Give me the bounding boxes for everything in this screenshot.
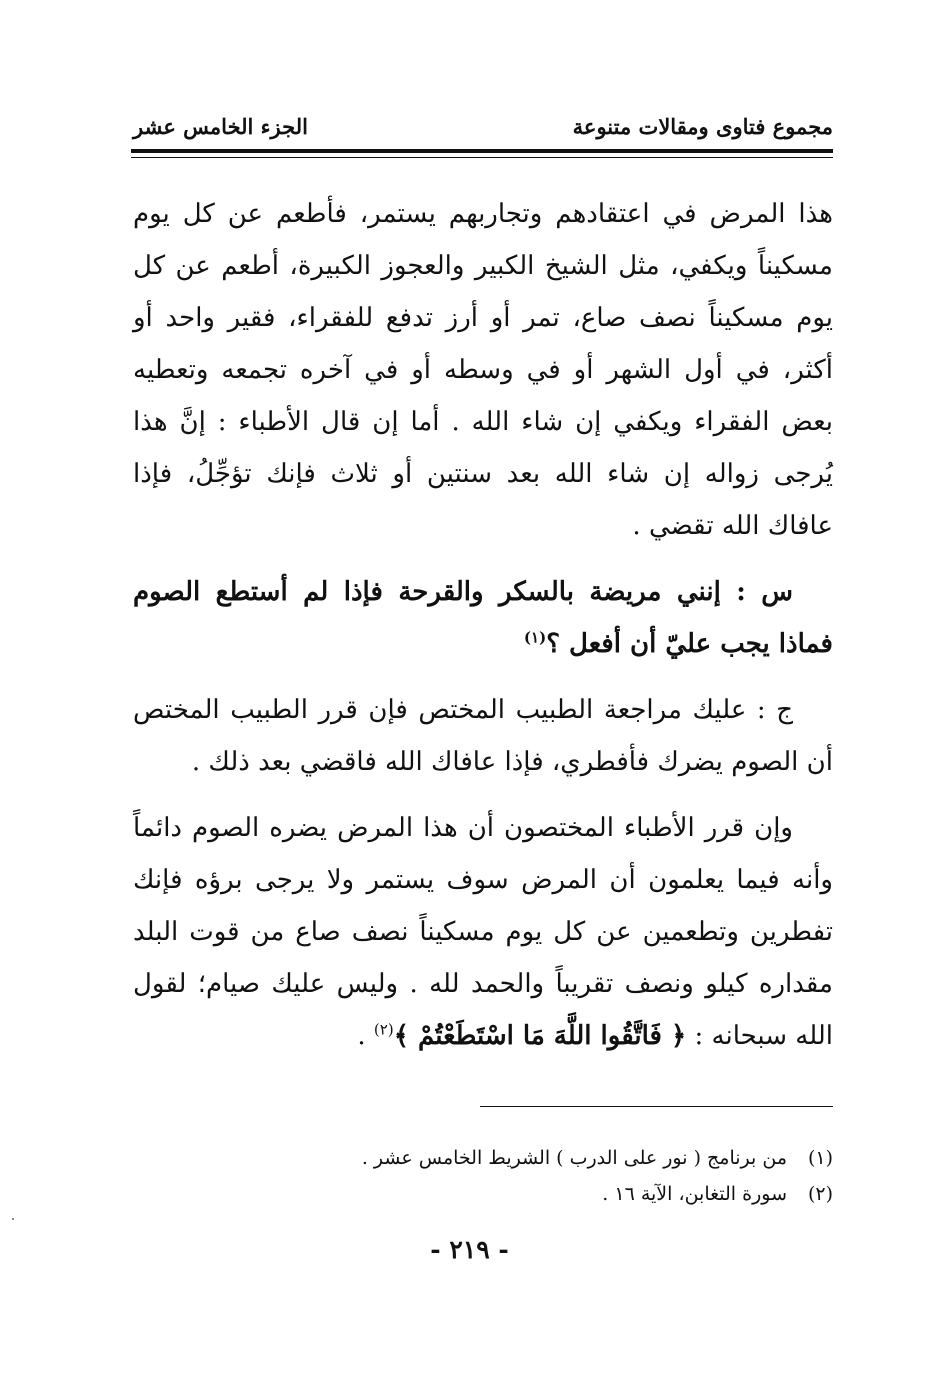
- running-header: [133, 108, 833, 144]
- main-text: [133, 188, 833, 1062]
- book-title: مجموع فتاوى ومقالات متنوعة: [572, 113, 833, 139]
- question-text: س : إنني مريضة بالسكر والقرحة فإذا لم أستطع الصوم فماذا يجب عليّ أن أفعل ؟: [133, 577, 833, 659]
- footnote-separator: [480, 1106, 833, 1107]
- quran-verse: ﴿ فَاتَّقُوا اللَّهَ مَا اسْتَطَعْتُمْ ﴾: [393, 1021, 687, 1051]
- footnotes: [133, 1140, 833, 1212]
- page-number: - ٢١٩ -: [430, 1235, 509, 1264]
- footnote-ref-1: (١): [523, 628, 547, 647]
- volume-label: الجزء الخامس عشر: [133, 113, 308, 139]
- paragraph-continuation: هذا المرض في اعتقادهم وتجاربهم يستمر، فأطعم عن كل يوم مسكيناً ويكفي، مثل الشيخ الكبير والعجوز الكبيرة، أطعم عن كل يوم مسكيناً نصف صاع، تمر أو أرز تدفع للفقراء، فقير واحد أو أكثر، في أول الشهر أو في وسطه أو في آخره تجمعه وتعطيه بعض الفقراء ويكفي إن شاء الله . أما إن قال الأطباء : إنَّ هذا يُرجى زواله إن شاء الله بعد سنتين أو ثلاث فإنك تؤجِّلُ، فإذا عافاك الله تقضي .: [133, 199, 834, 541]
- question-paragraph: [133, 566, 833, 670]
- answer-paragraph: [133, 684, 833, 788]
- footnote-ref-2: (٢): [373, 1020, 394, 1039]
- header-rule-thin: [131, 157, 833, 158]
- ruling-paragraph: وإن قرر الأطباء المختصون أن هذا المرض يضره الصوم دائماً وأنه فيما يعلمون أن المرض سوف يستمر ولا يرجى برؤه فإنك تفطرين وتطعمين عن كل يوم مسكيناً نصف صاع من قوت البلد مقداره كيلو ونصف تقريباً والحمد لله . وليس عليك صيام؛ لقول الله سبحانه : ﴿ فَاتَّقُوا اللَّهَ مَا اسْتَطَعْتُمْ ﴾$^{(٢)}$ .: [133, 813, 833, 1051]
- scan-speck: [12, 1218, 14, 1220]
- ruling-text: وإن قرر الأطباء المختصون أن هذا المرض يضره الصوم دائماً وأنه فيما يعلمون أن المرض سوف يستمر ولا يرجى برؤه فإنك تفطرين وتطعمين عن كل يوم مسكيناً نصف صاع من قوت البلد مقداره كيلو ونصف تقريباً والحمد لله . وليس عليك صيام؛ لقول الله سبحانه :: [133, 813, 833, 1051]
- header-rule-thick: [131, 149, 833, 153]
- answer-text: ج : عليك مراجعة الطبيب المختص فإن قرر الطبيب المختص أن الصوم يضرك فأفطري، فإذا عافاك الله فاقضي بعد ذلك .: [133, 695, 833, 777]
- footnote-2: (٢)سورة التغابن، الآية ١٦ .: [602, 1183, 833, 1205]
- footnote-1: (١)من برنامج ( نور على الدرب ) الشريط الخامس عشر .: [361, 1147, 833, 1169]
